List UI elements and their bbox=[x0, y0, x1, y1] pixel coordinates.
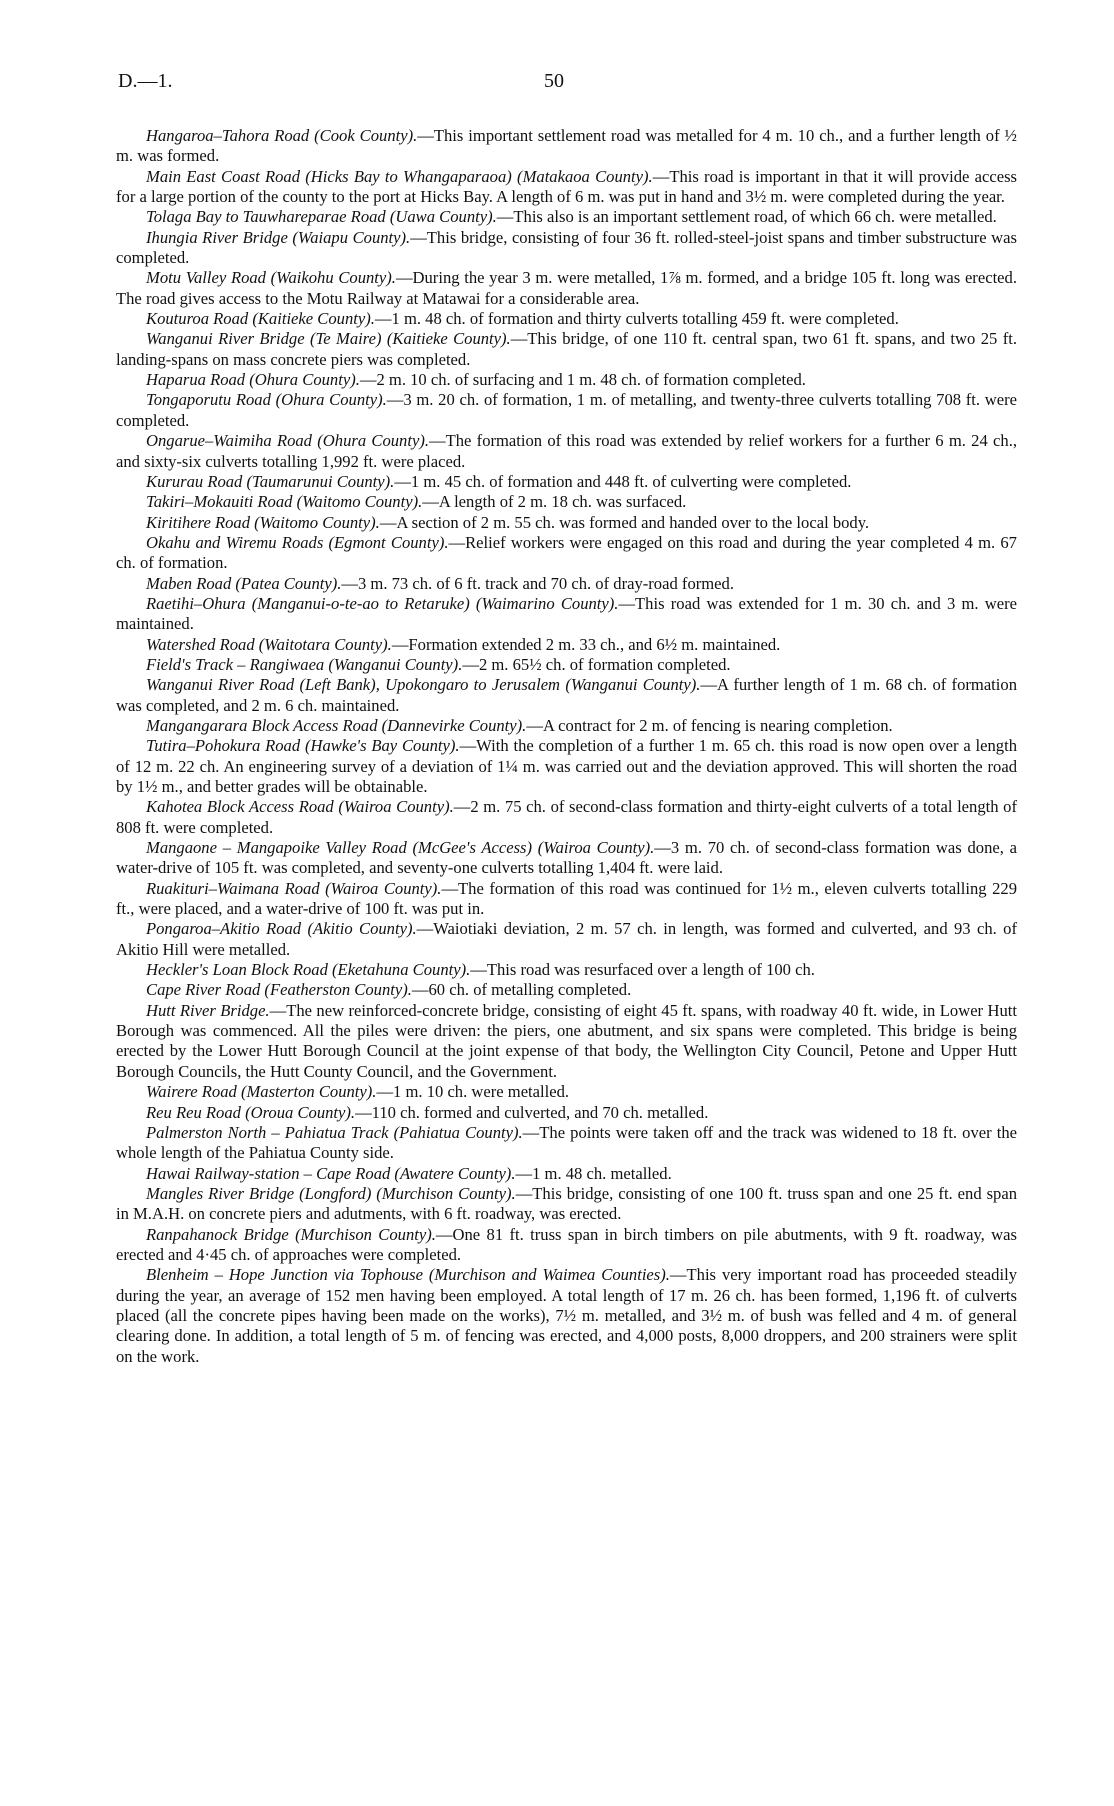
report-paragraph bbox=[116, 1265, 1017, 1367]
paragraph-text: —60 ch. of metalling completed. bbox=[411, 980, 632, 1000]
paragraph-text: —This road is important in that it will provide access for a large portion of the county to the port at Hicks Bay. A length of 6 m. was put in hand and 3½ m. were completed during the year. bbox=[116, 166, 1017, 207]
paragraph-text: —Waiotiaki deviation, 2 m. 57 ch. in length, was formed and culverted, and 93 ch. of Akitio Hill were metalled. bbox=[116, 919, 1017, 959]
paragraph-text: —During the year 3 m. were metalled, 1⅞ m. formed, and a bridge 105 ft. long was erected. The road gives access to the Motu Railway at Matawai for a considerable area. bbox=[116, 268, 1017, 308]
paragraph-text: —1 m. 48 ch. of formation and thirty culverts totalling 459 ft. were completed. bbox=[374, 309, 899, 329]
paragraph-text: —3 m. 70 ch. of second-class formation was done, a water-drive of 105 ft. was completed, and seventy-one culverts totalling 1,404 ft. were laid. bbox=[116, 838, 1017, 878]
report-paragraph bbox=[116, 533, 1017, 574]
report-paragraph bbox=[116, 431, 1017, 472]
paragraph-text: —The new reinforced-concrete bridge, consisting of eight 45 ft. spans, with roadway 40 ft. wide, in Lower Hutt Borough was commenced. All the piles were driven: the piers, one abutment, and six spans were completed. This bridge is being erected by the Lower Hutt Borough Council at the joint expense of that body, the Wellington City Council, Petone and Upper Hutt Borough Councils, the Hutt County Council, and the Government. bbox=[116, 1000, 1018, 1081]
paragraph-title: Kururau Road (Taumarunui County). bbox=[146, 471, 395, 491]
report-paragraph bbox=[116, 1123, 1017, 1164]
paragraph-title: Mangangarara Block Access Road (Dannevirke County). bbox=[146, 715, 527, 735]
report-paragraph bbox=[116, 126, 1017, 167]
paragraph-title: Palmerston North – Pahiatua Track (Pahiatua County). bbox=[146, 1122, 523, 1142]
paragraph-text: —This bridge, consisting of four 36 ft. rolled-steel-joist spans and timber substructure was completed. bbox=[116, 227, 1017, 268]
paragraph-title: Tongaporutu Road (Ohura County). bbox=[146, 390, 387, 410]
paragraph-text: —With the completion of a further 1 m. 65 ch. this road is now open over a length of 12 m. 22 ch. An engineering survey of a deviation of 1¼ m. was carried out and the deviation approved. This will shorten the road by 1½ m., and better grades will be obtainable. bbox=[116, 736, 1017, 796]
document-reference: D.—1. bbox=[118, 70, 173, 92]
paragraph-title: Wanganui River Bridge (Te Maire) (Kaitieke County). bbox=[146, 329, 511, 349]
report-paragraph bbox=[116, 1103, 1017, 1123]
report-paragraph bbox=[116, 1082, 1017, 1102]
paragraph-title: Heckler's Loan Block Road (Eketahuna County). bbox=[146, 960, 471, 980]
paragraph-text: —1 m. 48 ch. metalled. bbox=[515, 1163, 672, 1183]
paragraph-text: —This bridge, of one 110 ft. central span, two 61 ft. spans, and two 25 ft. landing-spans on mass concrete piers was completed. bbox=[116, 329, 1017, 369]
paragraph-text: —A length of 2 m. 18 ch. was surfaced. bbox=[422, 492, 687, 512]
report-paragraph bbox=[116, 919, 1017, 960]
paragraph-text: —The points were taken off and the track was widened to 18 ft. over the whole length of the Pahiatua County side. bbox=[116, 1122, 1018, 1163]
paragraph-title: Wairere Road (Masterton County). bbox=[146, 1082, 377, 1102]
report-paragraph bbox=[116, 472, 1017, 492]
paragraph-title: Ongarue–Waimiha Road (Ohura County). bbox=[146, 431, 429, 451]
report-paragraph bbox=[116, 513, 1017, 533]
report-paragraph bbox=[116, 716, 1017, 736]
report-paragraph bbox=[116, 675, 1017, 716]
paragraph-text: —A section of 2 m. 55 ch. was formed and handed over to the local body. bbox=[379, 512, 870, 532]
report-paragraph bbox=[116, 736, 1017, 797]
paragraph-title: Maben Road (Patea County). bbox=[146, 573, 342, 593]
paragraph-text: —A contract for 2 m. of fencing is nearing completion. bbox=[526, 715, 893, 735]
paragraph-title: Blenheim – Hope Junction via Tophouse (Murchison and Waimea Counties). bbox=[146, 1265, 670, 1285]
paragraph-title: Hangaroa–Tahora Road (Cook County). bbox=[146, 126, 418, 145]
document-body bbox=[116, 126, 1017, 1367]
report-paragraph bbox=[116, 574, 1017, 594]
paragraph-title: Ihungia River Bridge (Waiapu County). bbox=[146, 227, 411, 247]
paragraph-title: Takiri–Mokauiti Road (Waitomo County). bbox=[146, 492, 423, 512]
paragraph-title: Kouturoa Road (Kaitieke County). bbox=[146, 309, 375, 329]
report-paragraph bbox=[116, 960, 1017, 980]
paragraph-text: —1 m. 10 ch. were metalled. bbox=[376, 1082, 570, 1102]
paragraph-text: —This very important road has proceeded steadily during the year, an average of 152 men having been employed. A total length of 17 m. 26 ch. has been formed, 1,196 ft. of culverts placed (all the concrete pipes having been made on the works), 7½ m. metalled, and 3½ m. of bush was felled and 4 m. of general clearing done. In addition, a total length of 5 m. of fencing was erected, and 4,000 posts, 8,000 droppers, and 200 strainers were split on the work. bbox=[116, 1265, 1017, 1366]
paragraph-title: Hutt River Bridge. bbox=[146, 1000, 270, 1020]
paragraph-text: —The formation of this road was continued for 1½ m., eleven culverts totalling 229 ft., were placed, and a water-drive of 100 ft. was put in. bbox=[116, 878, 1017, 919]
paragraph-title: Ruakituri–Waimana Road (Wairoa County). bbox=[146, 878, 442, 898]
paragraph-title: Okahu and Wiremu Roads (Egmont County). bbox=[146, 532, 449, 552]
paragraph-text: —110 ch. formed and culverted, and 70 ch. metalled. bbox=[355, 1102, 709, 1122]
paragraph-text: —2 m. 65½ ch. of formation completed. bbox=[462, 654, 731, 674]
page-number: 50 bbox=[544, 70, 564, 92]
report-paragraph bbox=[116, 838, 1017, 879]
report-paragraph bbox=[116, 635, 1017, 655]
paragraph-title: Tolaga Bay to Tauwhareparae Road (Uawa County). bbox=[146, 207, 497, 227]
paragraph-title: Raetihi–Ohura (Manganui-o-te-ao to Retaruke) (Waimarino County). bbox=[146, 593, 619, 613]
report-paragraph bbox=[116, 228, 1017, 269]
paragraph-title: Kahotea Block Access Road (Wairoa County). bbox=[146, 797, 454, 817]
paragraph-title: Pongaroa–Akitio Road (Akitio County). bbox=[146, 919, 417, 939]
report-paragraph bbox=[116, 655, 1017, 675]
paragraph-text: —3 m. 20 ch. of formation, 1 m. of metalling, and twenty-three culverts totalling 708 ft. were completed. bbox=[116, 390, 1017, 430]
paragraph-title: Main East Coast Road (Hicks Bay to Whangaparaoa) (Matakaoa County). bbox=[146, 166, 653, 186]
report-paragraph bbox=[116, 879, 1017, 920]
paragraph-text: —One 81 ft. truss span in birch timbers on pile abutments, with 9 ft. roadway, was erected and 4·45 ch. of approaches were completed. bbox=[116, 1224, 1017, 1264]
paragraph-text: —2 m. 75 ch. of second-class formation and thirty-eight culverts of a total length of 808 ft. were completed. bbox=[116, 797, 1017, 837]
paragraph-text: —This bridge, consisting of one 100 ft. truss span and one 25 ft. end span in M.A.H. on concrete piers and adutments, with 6 ft. roadway, was erected. bbox=[116, 1183, 1018, 1224]
report-paragraph bbox=[116, 1225, 1017, 1266]
paragraph-title: Mangaone – Mangapoike Valley Road (McGee's Access) (Wairoa County). bbox=[146, 838, 655, 858]
paragraph-text: —3 m. 73 ch. of 6 ft. track and 70 ch. of dray-road formed. bbox=[341, 573, 734, 593]
paragraph-title: Tutira–Pohokura Road (Hawke's Bay County). bbox=[146, 736, 460, 756]
report-paragraph bbox=[116, 980, 1017, 1000]
paragraph-text: —A further length of 1 m. 68 ch. of formation was completed, and 2 m. 6 ch. maintained. bbox=[116, 675, 1017, 715]
paragraph-text: —1 m. 45 ch. of formation and 448 ft. of culverting were completed. bbox=[394, 471, 852, 491]
paragraph-text: —Formation extended 2 m. 33 ch., and 6½ m. maintained. bbox=[391, 634, 781, 654]
page-header bbox=[116, 70, 1017, 104]
report-paragraph bbox=[116, 797, 1017, 838]
paragraph-text: —2 m. 10 ch. of surfacing and 1 m. 48 ch. of formation completed. bbox=[359, 370, 806, 390]
paragraph-text: —This also is an important settlement road, of which 66 ch. were metalled. bbox=[496, 207, 997, 227]
paragraph-title: Ranpahanock Bridge (Murchison County). bbox=[146, 1224, 436, 1244]
report-paragraph bbox=[116, 329, 1017, 370]
paragraph-text: —Relief workers were engaged on this road and during the year completed 4 m. 67 ch. of formation. bbox=[116, 532, 1017, 573]
report-paragraph bbox=[116, 1184, 1017, 1225]
paragraph-title: Wanganui River Road (Left Bank), Upokongaro to Jerusalem (Wanganui County). bbox=[146, 675, 701, 695]
report-paragraph bbox=[116, 268, 1017, 309]
report-paragraph bbox=[116, 1001, 1017, 1082]
paragraph-title: Haparua Road (Ohura County). bbox=[146, 370, 360, 390]
paragraph-text: —This road was resurfaced over a length of 100 ch. bbox=[470, 960, 815, 980]
report-paragraph bbox=[116, 594, 1017, 635]
paragraph-title: Hawai Railway-station – Cape Road (Awatere County). bbox=[146, 1163, 516, 1183]
paragraph-text: —This important settlement road was metalled for 4 m. 10 ch., and a further length of ½ m. was formed. bbox=[116, 126, 1018, 166]
report-paragraph bbox=[116, 492, 1017, 512]
paragraph-title: Kiritihere Road (Waitomo County). bbox=[146, 512, 380, 532]
paragraph-title: Cape River Road (Featherston County). bbox=[146, 980, 412, 1000]
report-paragraph bbox=[116, 390, 1017, 431]
report-paragraph bbox=[116, 309, 1017, 329]
paragraph-title: Field's Track – Rangiwaea (Wanganui County). bbox=[146, 654, 463, 674]
paragraph-title: Watershed Road (Waitotara County). bbox=[146, 634, 392, 654]
report-paragraph bbox=[116, 167, 1017, 208]
report-paragraph bbox=[116, 1164, 1017, 1184]
paragraph-title: Motu Valley Road (Waikohu County). bbox=[146, 268, 396, 288]
paragraph-title: Reu Reu Road (Oroua County). bbox=[146, 1102, 356, 1122]
paragraph-text: —The formation of this road was extended by relief workers for a further 6 m. 24 ch., and sixty-six culverts totalling 1,992 ft. were placed. bbox=[116, 431, 1017, 471]
report-paragraph bbox=[116, 207, 1017, 227]
paragraph-text: —This road was extended for 1 m. 30 ch. and 3 m. were maintained. bbox=[116, 593, 1018, 634]
report-paragraph bbox=[116, 370, 1017, 390]
paragraph-title: Mangles River Bridge (Longford) (Murchison County). bbox=[146, 1183, 516, 1203]
